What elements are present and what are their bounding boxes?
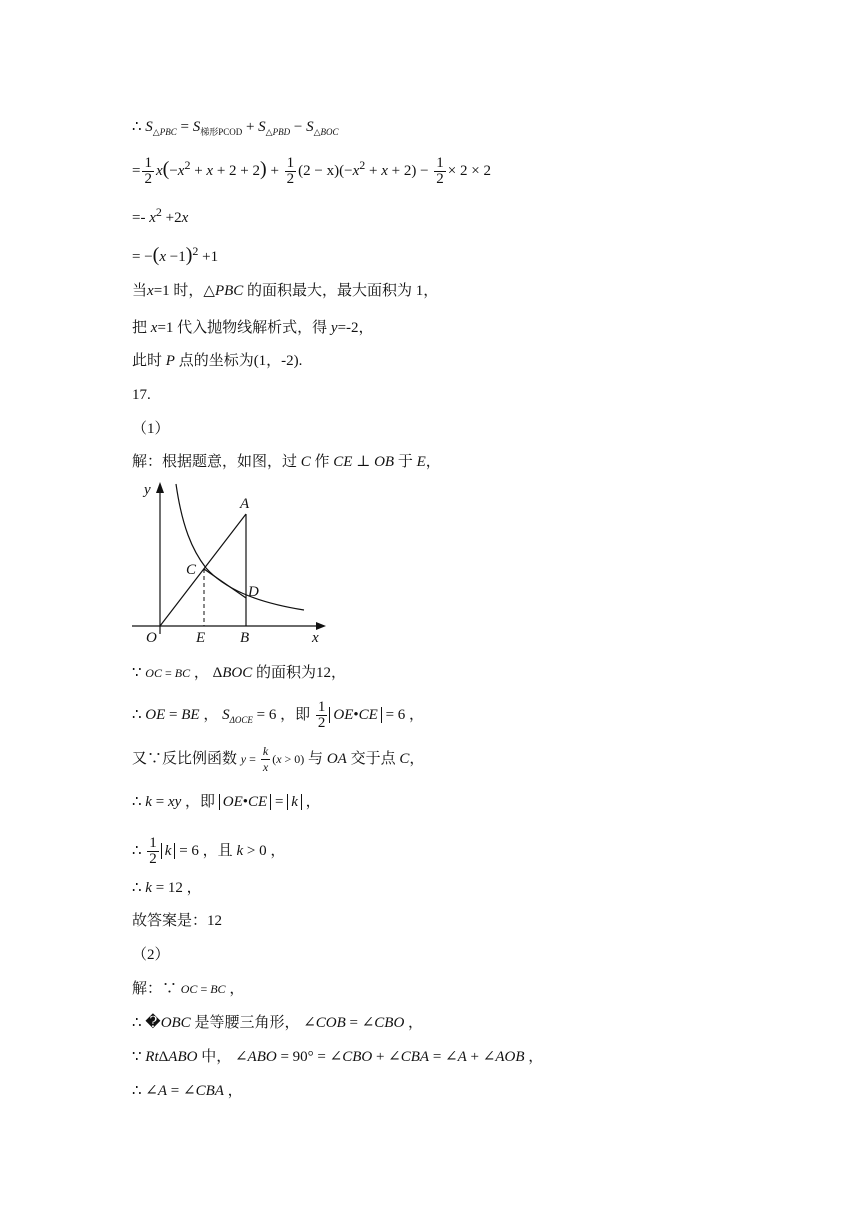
geometry-figure [126, 476, 346, 648]
therefore-symbol: ∴ [132, 119, 146, 135]
substitute-text: 把 x=1 代入抛物线解析式，得 y=-2， [132, 320, 374, 336]
answer-line: 故答案是：12 [132, 913, 223, 929]
label-o: O [146, 630, 157, 646]
oe-be-line: ∴ OE = BE ， $S_{\Delta OCE} = 6$ ，即 $\frac{1}{2}$ OE•CE = 6 ， [132, 699, 425, 731]
label-e: E [196, 630, 206, 646]
k-equals-xy-line: ∴ k = xy ，即 OE•CE = k ， [132, 794, 321, 810]
label-b: B [240, 630, 250, 646]
inverse-function-line: 又∵反比例函数 y = $\frac{k}{x}$ (x > 0) 与 OA 交于点 C， [132, 744, 425, 774]
vertex-form-line: = $-(x -1)^2 +1$ [132, 244, 219, 266]
k-result-line: ∴ k = 12 ， [132, 880, 202, 896]
label-c: C [186, 562, 197, 578]
part-2-label: （2） [132, 947, 170, 963]
point-p-text: 此时 P 点的坐标为(1，-2). [132, 353, 303, 369]
given-condition-line: ∵ OC = BC ， ΔBOC 的面积为12， [132, 665, 347, 681]
half-k-line: ∴ $\frac{1}{2}$ k = 6 ，且 k > 0 ， [132, 835, 286, 867]
segment-cb [204, 569, 246, 598]
label-a: A [240, 496, 250, 512]
part-1-label: （1） [132, 421, 170, 437]
label-y: y [144, 482, 151, 498]
label-d: D [248, 584, 259, 600]
solution-intro-text: 解：根据题意，如图，过 C 作 CE ⊥ OB 于 E， [132, 454, 441, 470]
right-triangle-line: ∵ RtΔABO 中， ∠ABO = 90° = ∠CBO + ∠CBA = ∠A + ∠AOB ， [132, 1049, 544, 1065]
max-area-text: 当x=1 时，△PBC 的面积最大，最大面积为 1， [132, 283, 439, 299]
area-decomposition-line: ∴ $S_{\triangle PBC} = S_{梯形PCOD} + S_{\triangle PBD} - S_{\triangle BOC}$ [132, 119, 339, 137]
area-expansion-line: = $\frac{1}{2}$ $x(-x^2 + x + 2 + 2)$ + $\frac{1}{2}$ $(2 - x)(-x^2 + x + 2)$ − $\frac{1}{2}$ × 2 × 2 [132, 155, 491, 188]
label-x: x [312, 630, 319, 646]
angle-equality-line: ∴ ∠A = ∠CBA ， [132, 1083, 243, 1099]
part-2-given-line: 解：∵ OC = BC ， [132, 981, 245, 997]
isosceles-line: ∴ �OBC 是等腰三角形， ∠COB = ∠CBO ， [132, 1015, 424, 1031]
question-number: 17. [132, 387, 151, 403]
y-axis-arrow [156, 482, 164, 493]
x-axis-arrow [316, 622, 326, 630]
simplified-line: =- $x^2 +2x$ [132, 205, 189, 226]
